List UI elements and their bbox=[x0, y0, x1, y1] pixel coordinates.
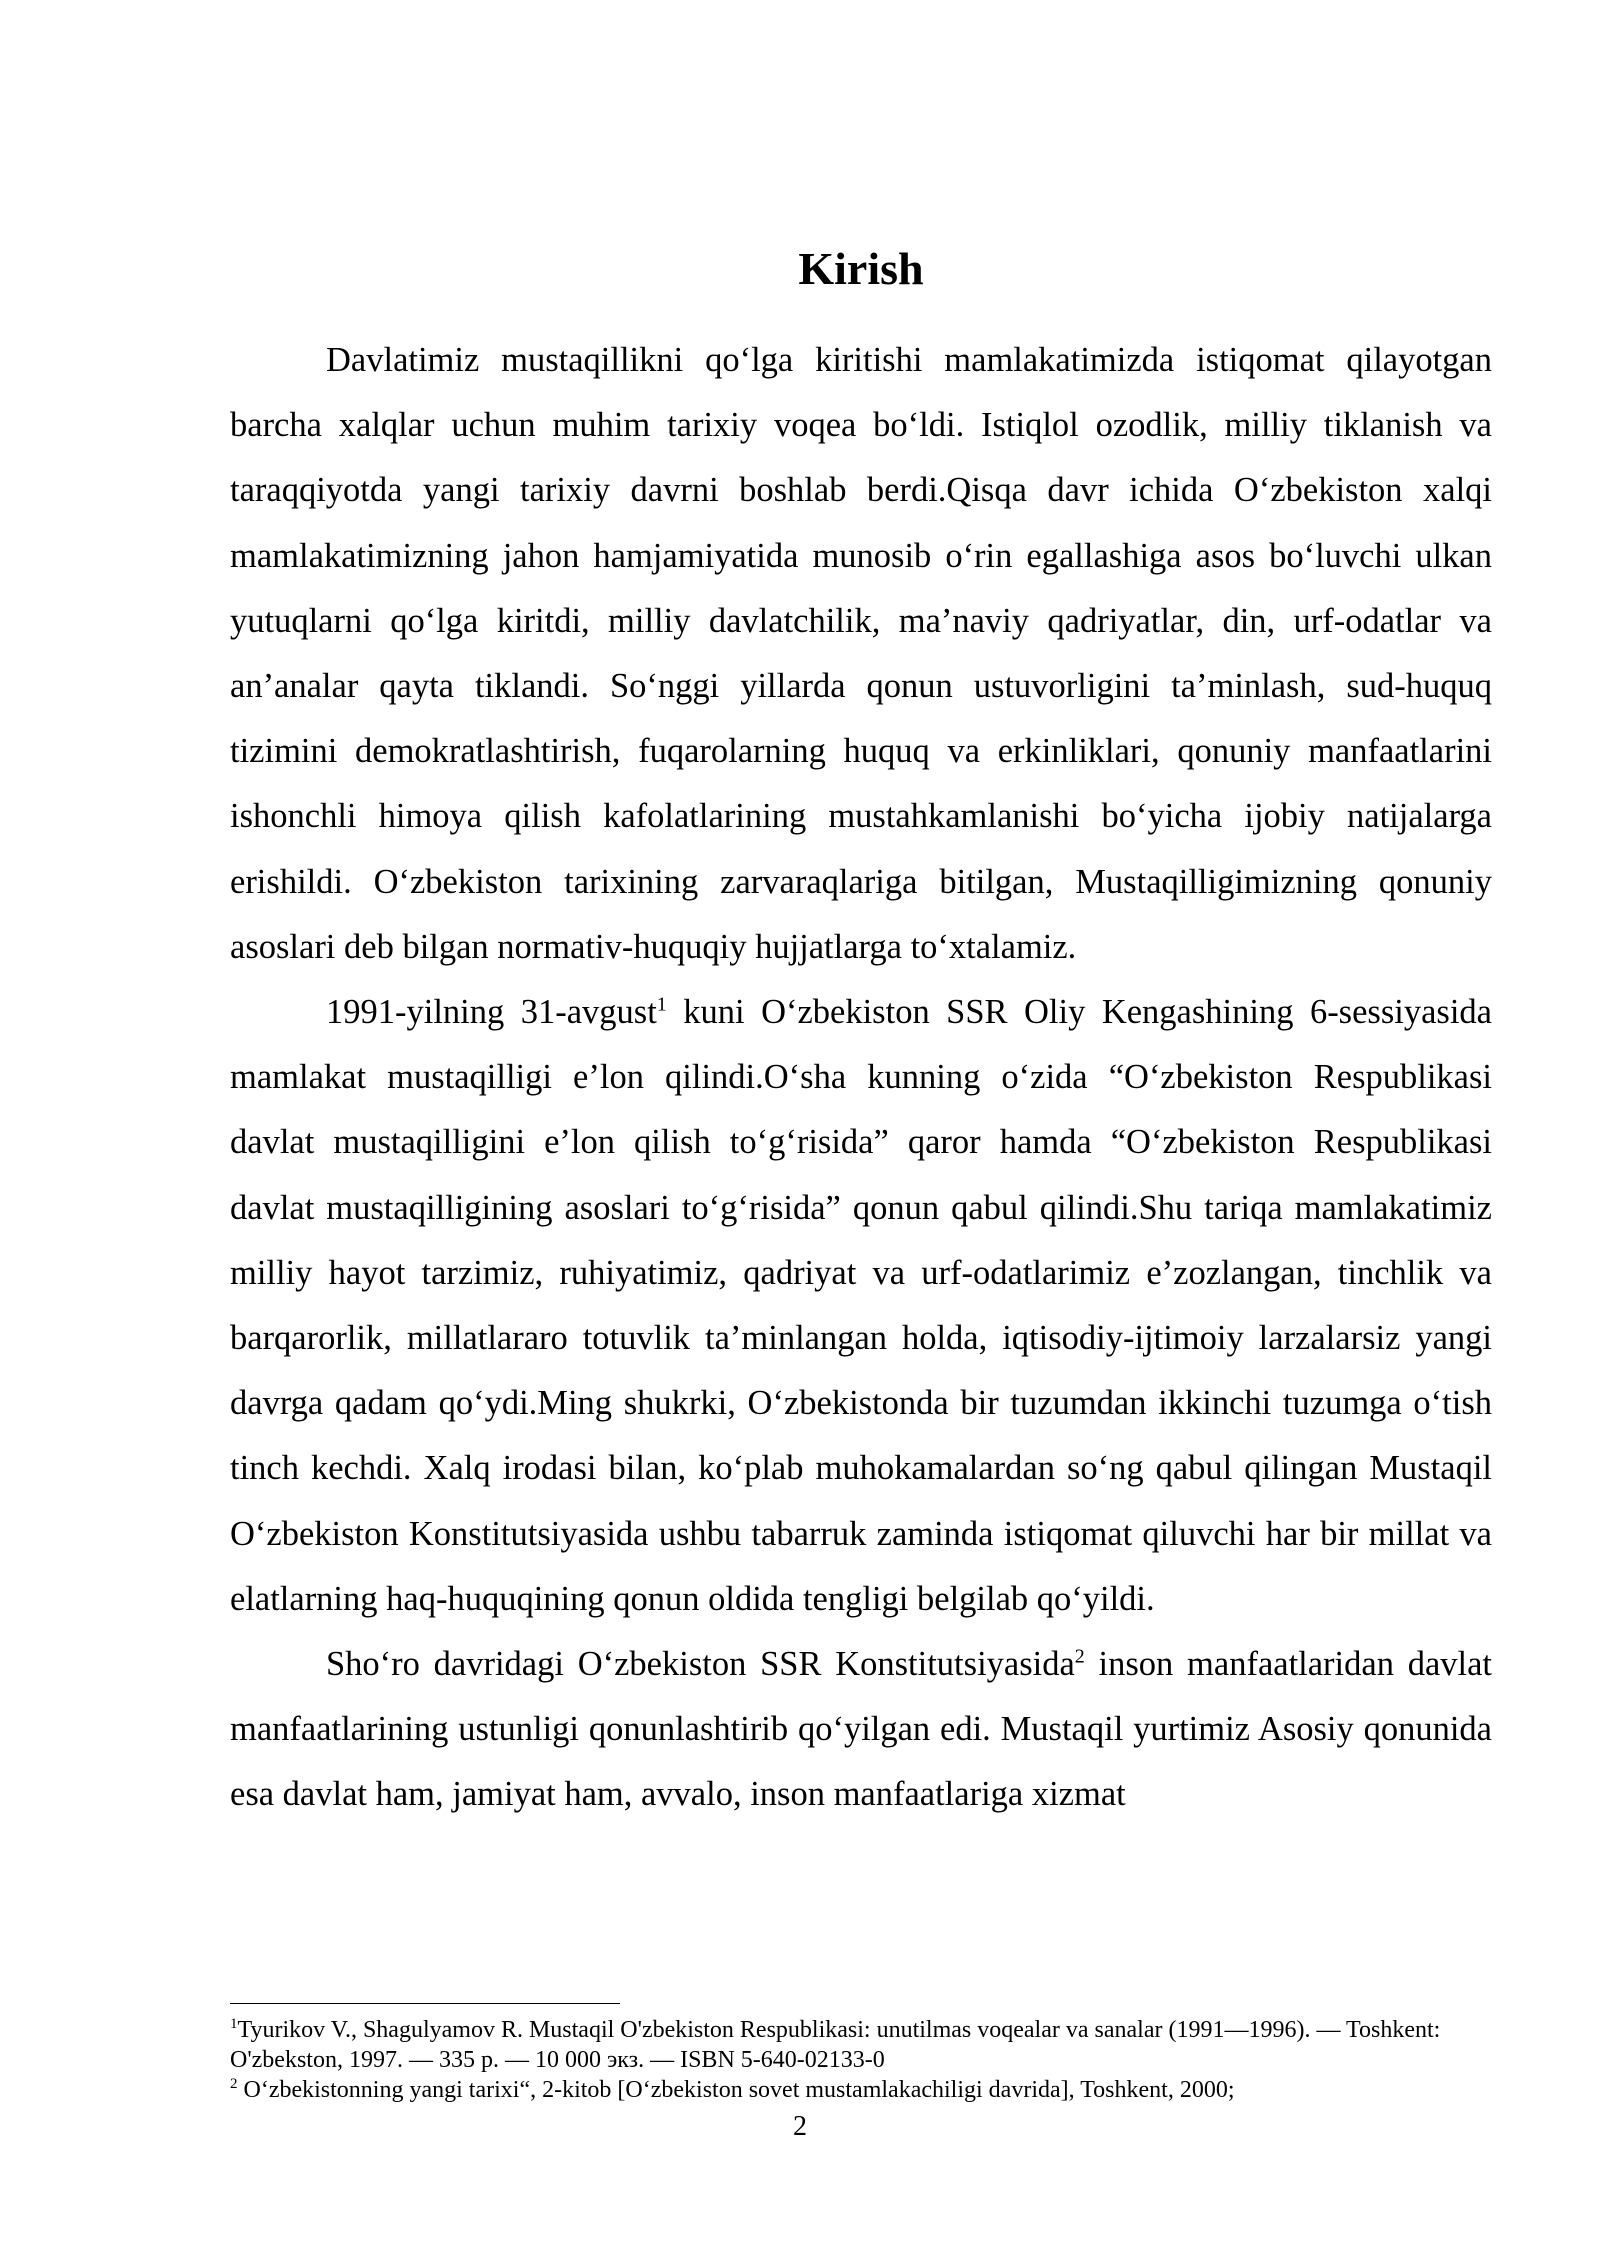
footnote-divider bbox=[230, 2003, 620, 2004]
footnote-2-marker: 2 bbox=[230, 2076, 238, 2092]
page-title: Kirish bbox=[798, 243, 924, 294]
paragraph-2 bbox=[230, 980, 1492, 1632]
body-text bbox=[230, 328, 1492, 1828]
footnote-ref-2[interactable]: 2 bbox=[1074, 1645, 1085, 1668]
footnote-ref-1[interactable]: 1 bbox=[656, 993, 667, 1016]
paragraph-1-text: Davlatimiz mustaqillikni qo‘lga kiritishi mamlakatimizda istiqomat qilayotgan barcha xalqlar uchun muhim tarixiy voqea bo‘ldi. Istiqlol ozodlik, milliy tiklanish va taraqqiyotda yangi tarixiy davrni boshlab berdi.Qisqa davr ichida O‘zbekiston xalqi mamlakatimizning jahon hamjamiyatida munosib o‘rin egallashiga asos bo‘luvchi ulkan yutuqlarni qo‘lga kiritdi, milliy davlatchilik, ma’naviy qadriyatlar, din, urf-odatlar va an’analar qayta tiklandi. So‘nggi yillarda qonun ustuvorligini ta’minlash, sud-huquq tizimini demokratlashtirish, fuqarolarning huquq va erkinliklari, qonuniy manfaatlarini ishonchli himoya qilish kafolatlarining mustahkamlanishi bo‘yicha ijobiy natijalarga erishildi. O‘zbekiston tarixining zarvaraqlariga bitilgan, Mustaqilligimizning qonuniy asoslari deb bilgan normativ-huquqiy hujjatlarga to‘xtalamiz. bbox=[230, 341, 1492, 966]
footnote-2-text: O‘zbekistonning yangi tarixi“, 2-kitob [O‘zbekiston sovet mustamlakachiligi davrida], Toshkent, 2000; bbox=[237, 2077, 1235, 2103]
paragraph-1 bbox=[230, 328, 1492, 980]
paragraph-3-text-after: inson manfaatlaridan davlat manfaatlarining ustunligi qonunlashtirib qo‘yilgan edi. Mustaqil yurtimiz Asosiy qonunida esa davlat ham, jamiyat ham, avvalo, inson manfaatlariga xizmat bbox=[230, 1645, 1492, 1814]
footnote-1 bbox=[230, 2015, 1492, 2075]
paragraph-2-text-after: kuni O‘zbekiston SSR Oliy Kengashining 6-sessiyasida mamlakat mustaqilligi e’lon qilindi.O‘sha kunning o‘zida “O‘zbekiston Respublikasi davlat mustaqilligini e’lon qilish to‘g‘risida” qaror hamda “O‘zbekiston Respublikasi davlat mustaqilligining asoslari to‘g‘risida” qonun qabul qilindi.Shu tariqa mamlakatimiz milliy hayot tarzimiz, ruhiyatimiz, qadriyat va urf-odatlarimiz e’zozlangan, tinchlik va barqarorlik, millatlararo totuvlik ta’minlangan holda, iqtisodiy-ijtimoiy larzalarsiz yangi davrga qadam qo‘ydi.Ming shukrki, O‘zbekistonda bir tuzumdan ikkinchi tuzumga o‘tish tinch kechdi. Xalq irodasi bilan, ko‘plab muhokamalardan so‘ng qabul qilingan Mustaqil O‘zbekiston Konstitutsiyasida ushbu tabarruk zaminda istiqomat qiluvchi har bir millat va elatlarning haq-huquqining qonun oldida tengligi belgilab qo‘yildi. bbox=[230, 993, 1492, 1618]
paragraph-3-text-before: Sho‘ro davridagi O‘zbekiston SSR Konstitutsiyasida bbox=[326, 1645, 1075, 1684]
paragraph-3 bbox=[230, 1632, 1492, 1828]
page-number: 2 bbox=[793, 2111, 807, 2142]
footnote-1-text: Tyurikov V., Shagulyamov R. Mustaqil O'zbekiston Respublikasi: unutilmas voqealar va sanalar (1991—1996). — Toshkent: O'zbekston, 1997. — 335 р. — 10 000 экз. — ISBN 5-640-02133-0 bbox=[230, 2017, 1441, 2073]
paragraph-2-text-before: 1991-yilning 31-avgust bbox=[326, 993, 657, 1032]
footnote-2 bbox=[230, 2075, 1492, 2105]
footnote-1-marker: 1 bbox=[230, 2016, 238, 2032]
footnotes bbox=[230, 2015, 1492, 2105]
